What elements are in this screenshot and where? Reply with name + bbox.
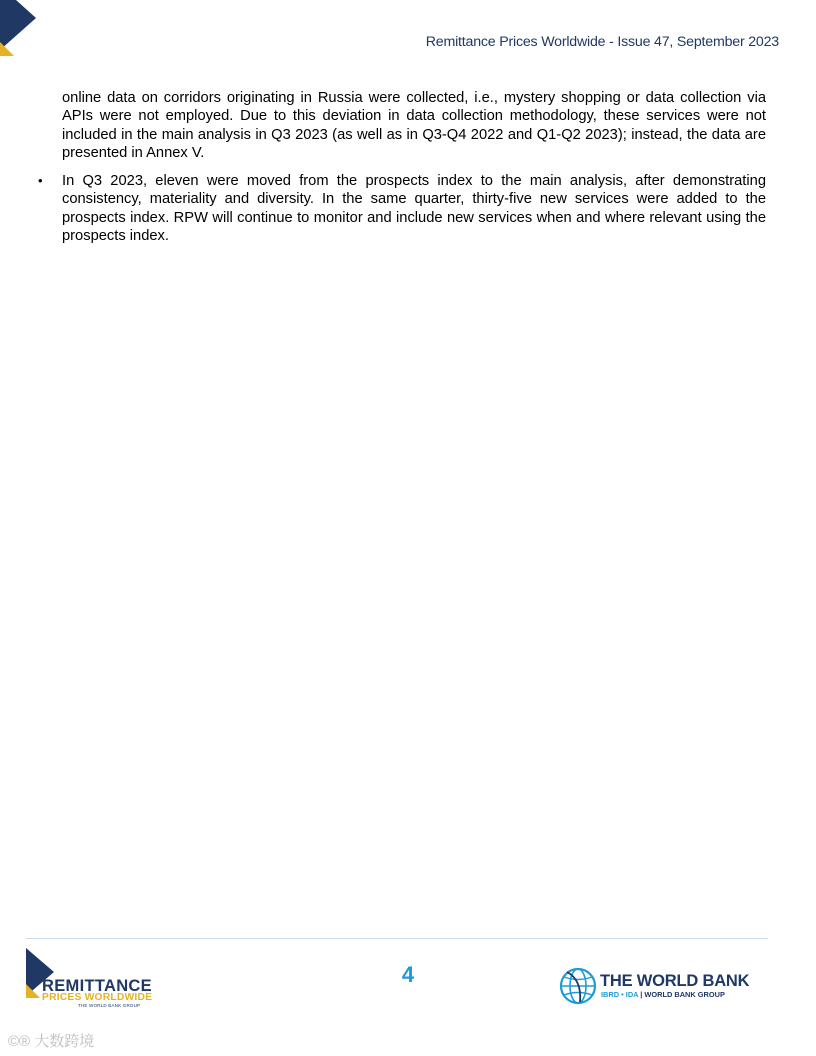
globe-icon	[558, 966, 598, 1006]
continuation-paragraph: online data on corridors originating in Russia were collected, i.e., mystery shopping or data collection via APIs were not employed. Due to this deviation in data collection methodology, these services were not included in the main analysis in Q3 2023 (as well as in Q3-Q4 2022 and Q1-Q2 2023); instead, the data are presented in Annex V.	[62, 90, 766, 161]
bullet-text: In Q3 2023, eleven were moved from the prospects index to the main analysis, after demonstrating consistency, materiality and diversity. In the same quarter, thirty-five new services were added to the prospects index. RPW will continue to monitor and include new services when and where relevant using the prospects index.	[62, 173, 766, 245]
corner-chevron-decoration	[0, 0, 40, 60]
world-bank-subtitle	[601, 990, 725, 999]
footer-divider	[26, 938, 768, 939]
body-text	[36, 89, 766, 245]
rpw-logo-line3: THE WORLD BANK GROUP	[78, 1003, 141, 1008]
world-bank-group-label: WORLD BANK GROUP	[644, 990, 725, 999]
bullet-item	[36, 172, 766, 245]
world-bank-logo	[558, 966, 758, 1008]
subtitle-separator: |	[638, 990, 645, 999]
running-header: Remittance Prices Worldwide - Issue 47, September 2023	[425, 34, 779, 50]
bullet-marker: •	[38, 173, 43, 189]
world-bank-title: THE WORLD BANK	[600, 972, 750, 990]
bullet-list	[36, 172, 766, 245]
watermark: ©® 大数跨境	[8, 1033, 95, 1050]
rpw-logo-line1: REMITTANCE	[42, 977, 152, 995]
page-number: 4	[401, 962, 415, 987]
ibrd-ida-label: IBRD • IDA	[601, 990, 639, 999]
rpw-logo-line2: PRICES WORLDWIDE	[42, 992, 153, 1003]
remittance-prices-worldwide-logo	[24, 948, 164, 1010]
